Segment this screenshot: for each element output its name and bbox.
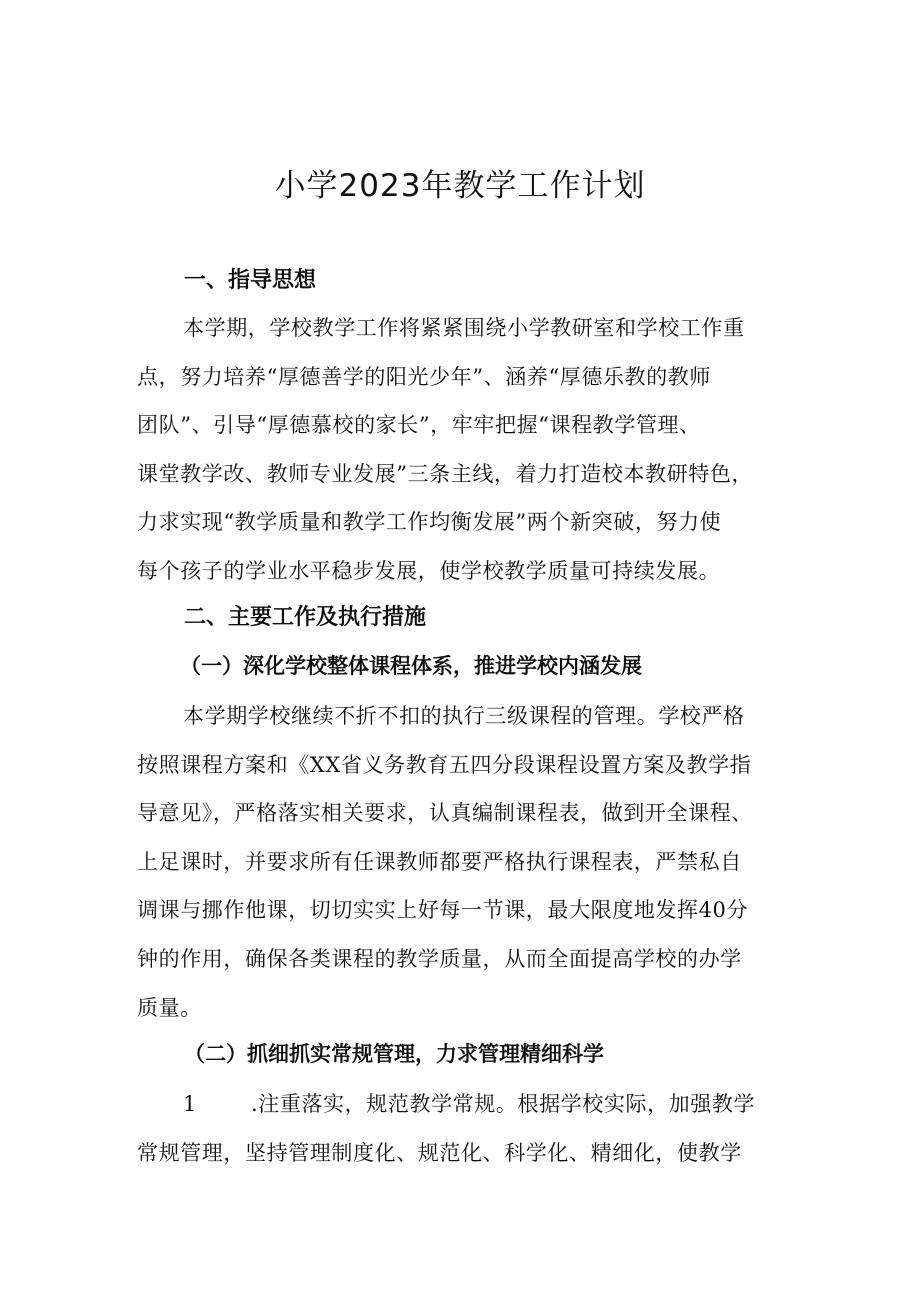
- subsection-heading-curriculum: （一）深化学校整体课程体系，推进学校内涵发展: [180, 653, 642, 678]
- section-heading-guiding-ideology: 一、指导思想: [184, 268, 317, 293]
- numbered-item: [137, 1080, 797, 1177]
- item-text-continued: 常规管理，坚持管理制度化、规范化、科学化、精细化，使教学: [137, 1140, 742, 1165]
- subsection1-paragraph: [137, 692, 797, 1032]
- paragraph-line: 导意见》，严格落实相关要求，认真编制课程表，做到开全课程、: [137, 801, 753, 826]
- paragraph-line: 团队”、引导“厚德慕校的家长”，牢牢把握“课程教学管理、: [137, 413, 701, 438]
- item-text: .注重落实，规范教学常规。根据学校实际，加强教学: [251, 1092, 756, 1116]
- paragraph-line: 每个孩子的学业水平稳步发展，使学校教学质量可持续发展。: [137, 558, 721, 583]
- paragraph-line: 上足课时，并要求所有任课教师都要严格执行课程表，严禁私自: [137, 849, 742, 874]
- paragraph-line: 质量。: [137, 995, 202, 1020]
- paragraph-line: 钟的作用，确保各类课程的教学质量，从而全面提高学校的办学: [137, 946, 742, 971]
- item-number: 1: [183, 1092, 197, 1116]
- paragraph-line: 按照课程方案和《XX省义务教育五四分段课程设置方案及教学指: [137, 752, 752, 777]
- paragraph-line: 力求实现“教学质量和教学工作均衡发展”两个新突破，努力使: [137, 510, 722, 535]
- paragraph-line: 调课与挪作他课，切切实实上好每一节课，最大限度地发挥40分: [137, 898, 749, 923]
- document-title: 小学2023年教学工作计划: [274, 168, 646, 204]
- paragraph-line: 课堂教学改、教师专业发展”三条主线，着力打造校本教研特色，: [137, 461, 754, 486]
- paragraph-line: 本学期，学校教学工作将紧紧围绕小学教研室和学校工作重: [183, 316, 745, 340]
- paragraph-line: 本学期学校继续不折不扣的执行三级课程的管理。学校严格: [183, 704, 745, 728]
- subsection-heading-routine-management: （二）抓细抓实常规管理，力求管理精细科学: [184, 1041, 604, 1066]
- section-heading-main-work: 二、主要工作及执行措施: [184, 605, 427, 630]
- section1-paragraph: [137, 304, 797, 596]
- paragraph-line: 点，努力培养“厚德善学的阳光少年”、涵养“厚德乐教的教师: [137, 364, 712, 389]
